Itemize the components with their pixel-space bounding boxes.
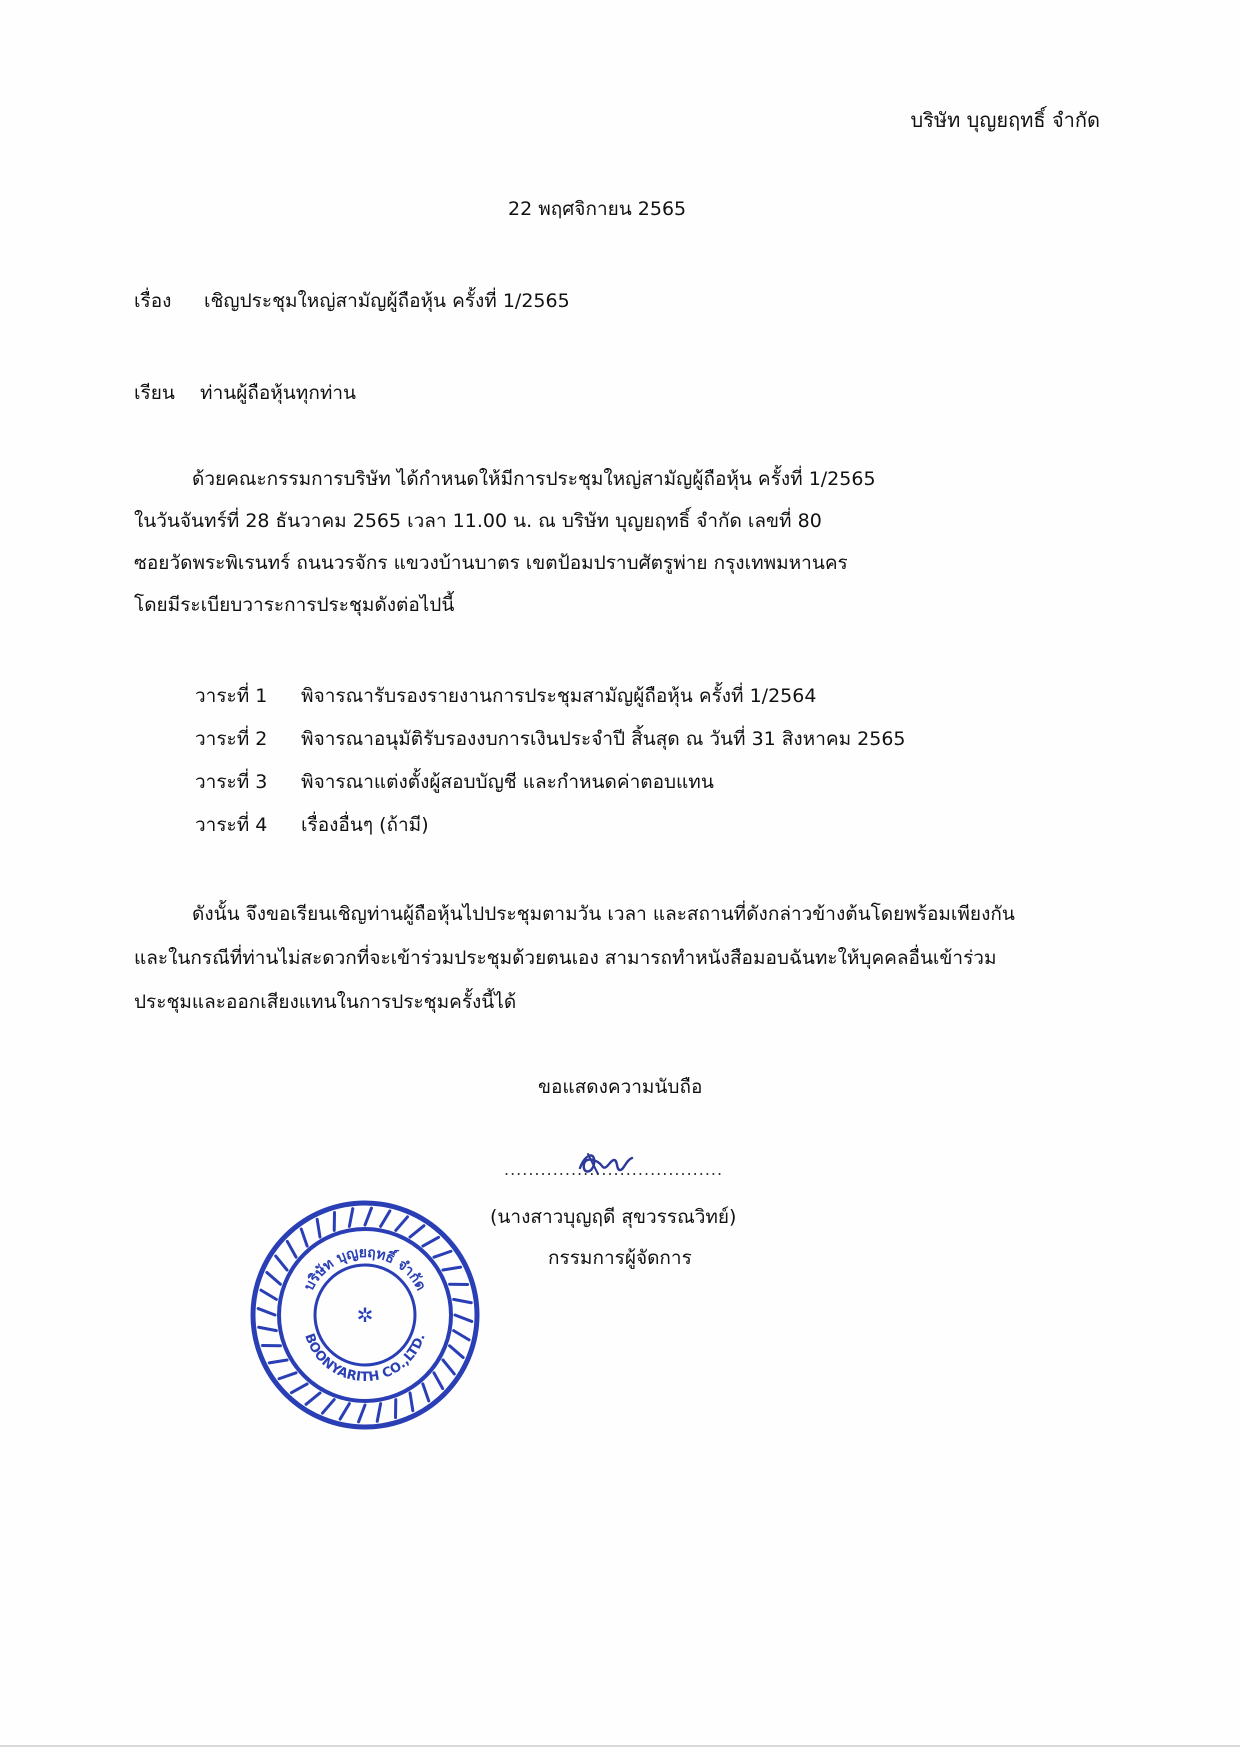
svg-text:บริษัท บุญยฤทธิ์ จำกัด	[301, 1245, 429, 1293]
invitation-paragraph	[134, 902, 1015, 1034]
stamp-ray	[450, 1346, 464, 1358]
stamp-ray	[322, 1400, 334, 1414]
invitation-line-3: ประชุมและออกเสียงแทนในการประชุมครั้งนี้ได้	[134, 991, 517, 1013]
stamp-ray	[454, 1299, 472, 1302]
stamp-ray	[377, 1404, 380, 1422]
salutation-label: เรียน	[134, 382, 175, 404]
stamp-ray	[259, 1327, 277, 1330]
stamp-ray	[443, 1267, 461, 1270]
stamp-ray	[279, 1373, 296, 1379]
stamp-center-emblem: ✲	[356, 1303, 374, 1327]
salutation-line	[134, 381, 356, 405]
letter-date: 22 พฤศจิกายน 2565	[508, 198, 687, 220]
stamp-ray	[261, 1290, 276, 1299]
stamp-ray	[306, 1393, 320, 1404]
agenda-number: วาระที่ 4	[195, 814, 268, 836]
stamp-ray	[359, 1405, 365, 1422]
stamp-ray	[410, 1393, 413, 1411]
stamp-ray	[340, 1404, 349, 1419]
agenda-text: พิจารณาอนุมัติรับรองงบการเงินประจำปี สิ้นสุด ณ วันที่ 31 สิงหาคม 2565	[301, 728, 906, 750]
agenda-item	[195, 727, 906, 751]
subject-line	[134, 289, 570, 313]
intro-line-1: ด้วยคณะกรรมการบริษัท ได้กำหนดให้มีการประชุมใหญ่สามัญผู้ถือหุ้น ครั้งที่ 1/2565	[192, 468, 876, 490]
stamp-ray	[410, 1226, 424, 1237]
signature-dotted-line: ....................................	[504, 1160, 724, 1179]
intro-line-4: โดยมีระเบียบวาระการประชุมดังต่อไปนี้	[134, 594, 455, 616]
company-seal-stamp	[245, 1195, 485, 1435]
signer-position: กรรมการผู้จัดการ	[548, 1247, 692, 1269]
subject-text: เชิญประชุมใหญ่สามัญผู้ถือหุ้น ครั้งที่ 1/2565	[204, 290, 570, 312]
stamp-ray	[269, 1360, 287, 1363]
agenda-text: พิจารณาแต่งตั้งผู้สอบบัญชี และกำหนดค่าตอบแทน	[301, 771, 714, 793]
stamp-ray	[434, 1251, 451, 1257]
agenda-item	[195, 813, 906, 837]
company-name: บริษัท บุญยฤทธิ์ จำกัด	[910, 108, 1100, 132]
stamp-ray	[423, 1384, 429, 1401]
stamp-ray	[423, 1237, 439, 1246]
stamp-text-thai: บริษัท บุญยฤทธิ์ จำกัด	[301, 1244, 429, 1294]
stamp-ray	[443, 1360, 454, 1374]
agenda-number: วาระที่ 3	[195, 771, 268, 793]
signer-name: (นางสาวบุญฤดี สุขวรรณวิทย์)	[490, 1206, 737, 1228]
closing-phrase: ขอแสดงความนับถือ	[538, 1076, 703, 1098]
stamp-ray	[317, 1219, 320, 1237]
stamp-ray	[454, 1331, 469, 1340]
stamp-ray	[301, 1229, 307, 1246]
stamp-ray	[396, 1217, 408, 1231]
stamp-ray	[455, 1315, 472, 1321]
stamp-ray	[276, 1256, 287, 1270]
agenda-item	[195, 770, 906, 794]
stamp-ray	[365, 1208, 371, 1225]
stamp-ray	[381, 1211, 390, 1226]
intro-line-3: ซอยวัดพระพิเรนทร์ ถนนวรจักร แขวงบ้านบาตร เขตป้อมปราบศัตรูพ่าย กรุงเทพมหานคร	[134, 552, 848, 574]
stamp-ray	[267, 1272, 281, 1284]
stamp-ray	[349, 1209, 352, 1227]
salutation-text: ท่านผู้ถือหุ้นทุกท่าน	[200, 382, 356, 404]
subject-label: เรื่อง	[134, 290, 172, 312]
stamp-ray	[258, 1309, 275, 1315]
invitation-line-2: และในกรณีที่ท่านไม่สะดวกที่จะเข้าร่วมประชุมด้วยตนเอง สามารถทำหนังสือมอบฉันทะให้บุคคลอื่นเข้าร่วม	[134, 947, 997, 969]
scan-edge-line	[0, 1745, 1240, 1747]
stamp-ray	[291, 1384, 307, 1393]
agenda-number: วาระที่ 2	[195, 728, 268, 750]
invitation-line-1: ดังนั้น จึงขอเรียนเชิญท่านผู้ถือหุ้นไปประชุมตามวัน เวลา และสถานที่ดังกล่าวข้างต้นโดยพร้อมเพียงกัน	[192, 903, 1015, 925]
intro-paragraph	[134, 467, 876, 635]
agenda-number: วาระที่ 1	[195, 685, 268, 707]
agenda-list	[195, 684, 906, 856]
stamp-ray	[287, 1241, 296, 1257]
stamp-text-english: BOONYARITH CO.,LTD.	[301, 1331, 429, 1386]
agenda-item	[195, 684, 906, 708]
stamp-ray	[434, 1373, 443, 1389]
agenda-text: พิจารณารับรองรายงานการประชุมสามัญผู้ถือหุ้น ครั้งที่ 1/2564	[301, 685, 817, 707]
intro-line-2: ในวันจันทร์ที่ 28 ธันวาคม 2565 เวลา 11.00 น. ณ บริษัท บุญยฤทธิ์ จำกัด เลขที่ 80	[134, 510, 822, 532]
agenda-text: เรื่องอื่นๆ (ถ้ามี)	[301, 814, 429, 836]
